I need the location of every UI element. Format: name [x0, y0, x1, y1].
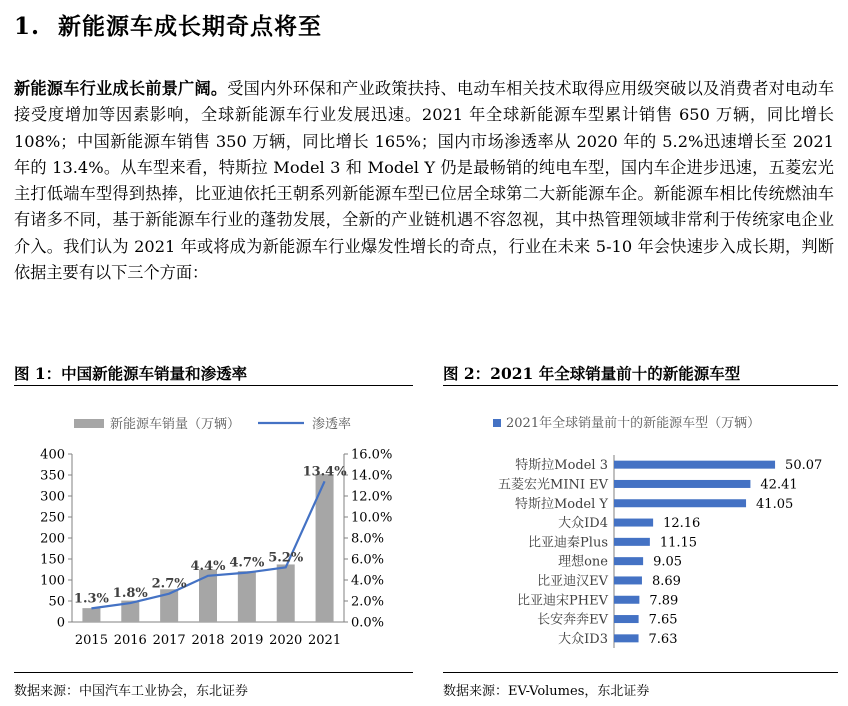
y-left-tick-label: 100 — [40, 573, 65, 589]
data-label-penetration-2015: 1.3% — [73, 591, 109, 607]
data-label-model-3: 12.16 — [663, 516, 701, 532]
y-right-tick-label: 2.0% — [351, 594, 385, 610]
top10-models-chart — [443, 392, 839, 670]
x-tick-label: 2021 — [308, 633, 342, 648]
y-left-tick-label: 150 — [40, 552, 65, 568]
y-right-tick-label: 8.0% — [351, 531, 385, 547]
category-label: 大众ID3 — [558, 631, 608, 647]
y-left-tick-label: 0 — [56, 615, 65, 631]
category-label: 比亚迪汉EV — [537, 573, 608, 589]
y-right-tick-label: 4.0% — [351, 573, 385, 589]
figure-1-title: 图 1：中国新能源车销量和渗透率 — [14, 364, 248, 383]
figure-1-top-rule — [14, 385, 413, 386]
body-paragraph — [14, 76, 834, 286]
legend-label-sales: 新能源车销量（万辆） — [110, 417, 241, 432]
section-heading — [14, 8, 322, 41]
figure-2-bottom-rule — [443, 672, 838, 673]
category-label: 特斯拉Model 3 — [515, 458, 608, 474]
figure-2-top-rule — [443, 385, 838, 386]
x-tick-label: 2018 — [191, 633, 225, 648]
data-label-model-6: 8.69 — [651, 573, 681, 589]
bar-model-0 — [614, 461, 775, 469]
y-right-tick-label: 14.0% — [351, 468, 393, 484]
data-label-penetration-2019: 4.7% — [229, 555, 265, 571]
figure-1-source: 数据来源：中国汽车工业协会，东北证券 — [14, 684, 249, 699]
bar-model-3 — [614, 519, 653, 527]
legend-swatch-sales — [74, 419, 104, 428]
legend-label-models: 2021年全球销量前十的新能源车型（万辆） — [506, 416, 761, 431]
bar-model-7 — [614, 596, 639, 604]
data-label-model-1: 42.41 — [760, 477, 798, 493]
data-label-model-7: 7.89 — [649, 593, 679, 609]
bar-model-5 — [614, 557, 643, 565]
bar-sales-2015 — [82, 608, 100, 622]
y-right-tick-label: 10.0% — [351, 510, 393, 526]
category-label: 比亚迪宋PHEV — [517, 593, 608, 609]
y-right-tick-label: 6.0% — [351, 552, 385, 568]
y-left-tick-label: 250 — [40, 510, 65, 526]
data-label-penetration-2018: 4.4% — [190, 558, 226, 574]
bar-model-1 — [614, 480, 750, 488]
data-label-penetration-2017: 2.7% — [151, 576, 187, 592]
y-right-tick-label: 16.0% — [351, 447, 393, 463]
paragraph-lead: 新能源车行业成长前景广阔。 — [14, 79, 228, 98]
y-left-tick-label: 300 — [40, 489, 65, 505]
section-number: 1. — [14, 13, 41, 40]
category-label: 大众ID4 — [558, 516, 608, 532]
data-label-model-2: 41.05 — [756, 496, 794, 512]
x-tick-label: 2016 — [113, 633, 147, 648]
data-label-penetration-2021: 13.4% — [302, 464, 347, 480]
y-right-tick-label: 0.0% — [351, 615, 385, 631]
x-tick-label: 2020 — [269, 633, 303, 648]
category-label: 长安奔奔EV — [537, 612, 608, 628]
category-label: 比亚迪秦Plus — [528, 535, 608, 551]
y-right-tick-label: 12.0% — [351, 489, 393, 505]
data-label-model-9: 7.63 — [648, 631, 678, 647]
bar-sales-2018 — [199, 570, 217, 623]
x-tick-label: 2015 — [74, 633, 108, 648]
category-label: 理想one — [558, 554, 608, 570]
paragraph-body: 受国内外环保和产业政策扶持、电动车相关技术取得应用级突破以及消费者对电动车接受度增加等因素影响，全球新能源车行业发展迅速。2021 年全球新能源车型累计销售 650 万辆，同比增长 108%；中国新能源车销售 350 万辆，同比增长 165%；国内市场渗透率从 2020 年的 5.2%迅速增长至 2021 年的 13.4%。从车型来看，特斯拉 Model 3 和 Model Y 仍是最畅销的纯电车型，国内车企进步迅速，五菱宏光主打低端车型得到热捧，比亚迪依托王朝系列新能源车型已位居全球第二大新能源车企。新能源车相比传统燃油车有诸多不同，基于新能源车行业的蓬勃发展，全新的产业链机遇不容忽视，其中热管理领域非常利于传统家电企业介入。我们认为 2021 年或将成为新能源车行业爆发性增长的奇点，行业在未来 5-10 年会快速步入成长期，判断依据主要有以下三个方面： — [14, 79, 835, 283]
sales-penetration-chart — [14, 392, 414, 670]
y-left-tick-label: 50 — [48, 594, 65, 610]
data-label-penetration-2016: 1.8% — [112, 586, 148, 602]
data-label-model-0: 50.07 — [785, 458, 823, 474]
bar-sales-2019 — [238, 571, 256, 622]
y-left-tick-label: 350 — [40, 468, 65, 484]
data-label-model-5: 9.05 — [653, 554, 683, 570]
y-left-tick-label: 200 — [40, 531, 65, 547]
section-title: 新能源车成长期奇点将至 — [58, 13, 323, 40]
bar-model-6 — [614, 576, 642, 584]
y-left-tick-label: 400 — [40, 447, 65, 463]
bar-sales-2020 — [277, 564, 295, 622]
legend-swatch-models — [493, 419, 501, 427]
data-label-model-8: 7.65 — [648, 612, 678, 628]
legend-label-penetration: 渗透率 — [312, 417, 352, 432]
bar-model-2 — [614, 499, 746, 507]
data-label-penetration-2020: 5.2% — [268, 550, 304, 566]
x-tick-label: 2017 — [152, 633, 186, 648]
bar-model-4 — [614, 538, 650, 546]
bar-model-9 — [614, 634, 639, 642]
category-label: 特斯拉Model Y — [514, 496, 608, 512]
data-label-model-4: 11.15 — [659, 535, 698, 551]
bar-model-8 — [614, 615, 639, 623]
figure-2-title: 图 2：2021 年全球销量前十的新能源车型 — [443, 364, 741, 383]
figure-1-bottom-rule — [14, 672, 413, 673]
x-tick-label: 2019 — [230, 633, 264, 648]
category-label: 五菱宏光MINI EV — [498, 477, 608, 493]
figure-2-source: 数据来源：EV-Volumes，东北证券 — [443, 684, 650, 699]
